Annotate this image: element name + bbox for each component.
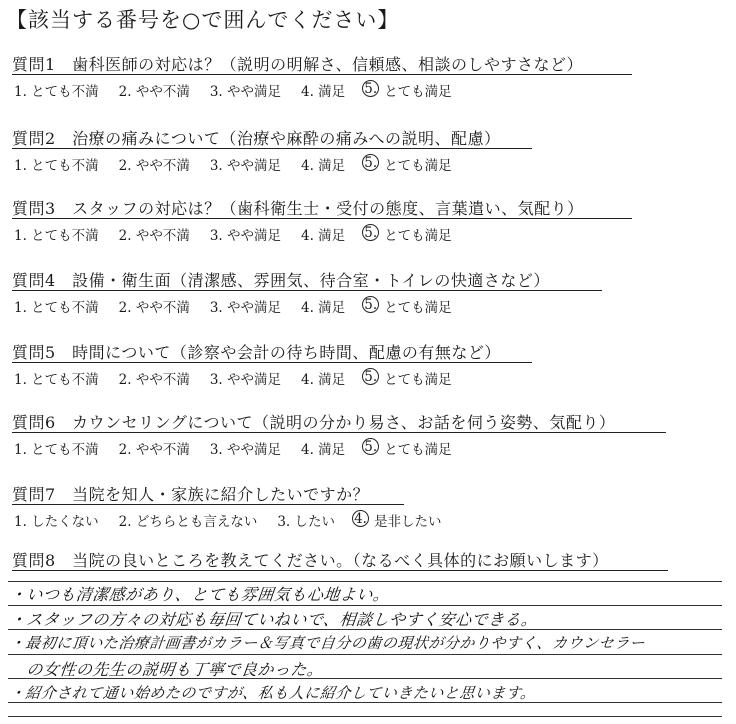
option-label[interactable]: とても満足 xyxy=(384,372,452,388)
selected-option-circle[interactable] xyxy=(355,510,370,530)
option-label[interactable]: 3. やや満足 xyxy=(209,300,282,316)
option-label[interactable]: 3. やや満足 xyxy=(209,84,282,100)
option-label[interactable]: 3. やや満足 xyxy=(209,372,282,388)
answer-line xyxy=(8,716,722,717)
question-8-title: 質問8 当院の良いところを教えてください。（なるべく具体的にお願いします） xyxy=(12,551,609,570)
option-label[interactable]: 4. 満足 xyxy=(301,158,346,174)
option-label[interactable]: 3. やや満足 xyxy=(209,158,282,174)
circled-number: 5. xyxy=(362,438,379,455)
question-7-underline xyxy=(12,504,404,505)
question-6-options xyxy=(14,438,472,458)
option-label[interactable]: 4. 満足 xyxy=(301,372,346,388)
option-label[interactable]: 2. やや不満 xyxy=(118,84,190,100)
answer-text-2: ・スタッフの方々の対応も毎回ていねいで、相談しやすく安心できる。 xyxy=(8,610,539,629)
circled-number: 4. xyxy=(352,510,369,527)
option-label[interactable]: 3. やや満足 xyxy=(209,228,282,244)
question-7-title: 質問7 当院を知人・家族に紹介したいですか？ xyxy=(12,485,370,504)
selected-option-circle[interactable] xyxy=(365,224,380,244)
question-5-options xyxy=(14,368,472,388)
question-1-options xyxy=(14,80,472,100)
question-3-title: 質問3 スタッフの対応は？（歯科衛生士・受付の態度、言葉遣い、気配り） xyxy=(12,199,584,218)
answer-text-3: ・最初に頂いた治療計画書がカラー＆写真で自分の歯の現状が分かりやすく、カウンセラー xyxy=(9,634,647,652)
option-label[interactable]: 4. 満足 xyxy=(301,442,346,458)
option-label[interactable]: 3. やや満足 xyxy=(209,442,282,458)
option-label[interactable]: とても満足 xyxy=(384,300,452,316)
circled-number: 5. xyxy=(362,368,379,385)
answer-text-5: ・紹介されて通い始めたのですが、私も人に紹介していきたいと思います。 xyxy=(9,684,537,702)
circled-number: 5. xyxy=(362,224,379,241)
question-7-options xyxy=(14,510,462,530)
option-label[interactable]: 1. とても不満 xyxy=(14,84,99,100)
circled-number: 5. xyxy=(362,80,379,97)
question-4-title: 質問4 設備・衛生面（清潔感、雰囲気、待合室・トイレの快適さなど） xyxy=(12,271,550,290)
question-5-title: 質問5 時間について（診察や会計の待ち時間、配慮の有無など） xyxy=(12,343,501,362)
question-3-options xyxy=(14,224,472,244)
circled-number: 5. xyxy=(362,296,379,313)
question-2-underline xyxy=(12,148,532,149)
question-6-underline xyxy=(12,432,666,433)
option-label[interactable]: 1. とても不満 xyxy=(14,300,99,316)
selected-option-circle[interactable] xyxy=(365,438,380,458)
option-label[interactable]: 2. どちらとも言えない xyxy=(118,514,258,530)
answer-line xyxy=(8,605,722,606)
page-header: 【該当する番号を○で囲んでください】 xyxy=(6,8,400,32)
option-label[interactable]: とても満足 xyxy=(384,442,452,458)
option-label[interactable]: とても満足 xyxy=(384,84,452,100)
option-label[interactable]: 是非したい xyxy=(374,514,442,530)
option-label[interactable]: 1. したくない xyxy=(14,514,99,530)
option-label[interactable]: 1. とても不満 xyxy=(14,442,99,458)
option-label[interactable]: とても満足 xyxy=(384,228,452,244)
question-1-underline xyxy=(12,74,632,75)
option-label[interactable]: 2. やや不満 xyxy=(118,300,190,316)
answer-line xyxy=(8,654,722,655)
option-label[interactable]: 1. とても不満 xyxy=(14,372,99,388)
option-label[interactable]: 2. やや不満 xyxy=(118,442,190,458)
question-2-options xyxy=(14,154,472,174)
option-label[interactable]: 1. とても不満 xyxy=(14,228,99,244)
option-label[interactable]: 4. 満足 xyxy=(301,84,346,100)
selected-option-circle[interactable] xyxy=(365,296,380,316)
option-label[interactable]: 4. 満足 xyxy=(301,300,346,316)
question-5-underline xyxy=(12,362,532,363)
question-1-title: 質問1 歯科医師の対応は？（説明の明解さ、信頼感、相談のしやすさなど） xyxy=(12,55,584,74)
selected-option-circle[interactable] xyxy=(365,154,380,174)
option-label[interactable]: 3. したい xyxy=(277,514,336,530)
question-2-title: 質問2 治療の痛みについて（治療や麻酔の痛みへの説明、配慮） xyxy=(12,129,501,148)
option-label[interactable]: とても満足 xyxy=(384,158,452,174)
question-6-title: 質問6 カウンセリングについて（説明の分かり易さ、お話を伺う姿勢、気配り） xyxy=(12,413,616,432)
answer-text-1: ・いつも清潔感があり、とても雰囲気も心地よい。 xyxy=(8,585,391,604)
question-8-underline xyxy=(12,570,668,571)
selected-option-circle[interactable] xyxy=(365,80,380,100)
option-label[interactable]: 1. とても不満 xyxy=(14,158,99,174)
option-label[interactable]: 2. やや不満 xyxy=(118,372,190,388)
option-label[interactable]: 4. 満足 xyxy=(301,228,346,244)
question-3-underline xyxy=(12,218,632,219)
circled-number: 5. xyxy=(362,154,379,171)
answer-text-4: の女性の先生の説明も丁寧で良かった。 xyxy=(8,660,325,679)
question-4-underline xyxy=(12,290,602,291)
selected-option-circle[interactable] xyxy=(365,368,380,388)
option-label[interactable]: 2. やや不満 xyxy=(118,158,190,174)
question-4-options xyxy=(14,296,472,316)
option-label[interactable]: 2. やや不満 xyxy=(118,228,190,244)
